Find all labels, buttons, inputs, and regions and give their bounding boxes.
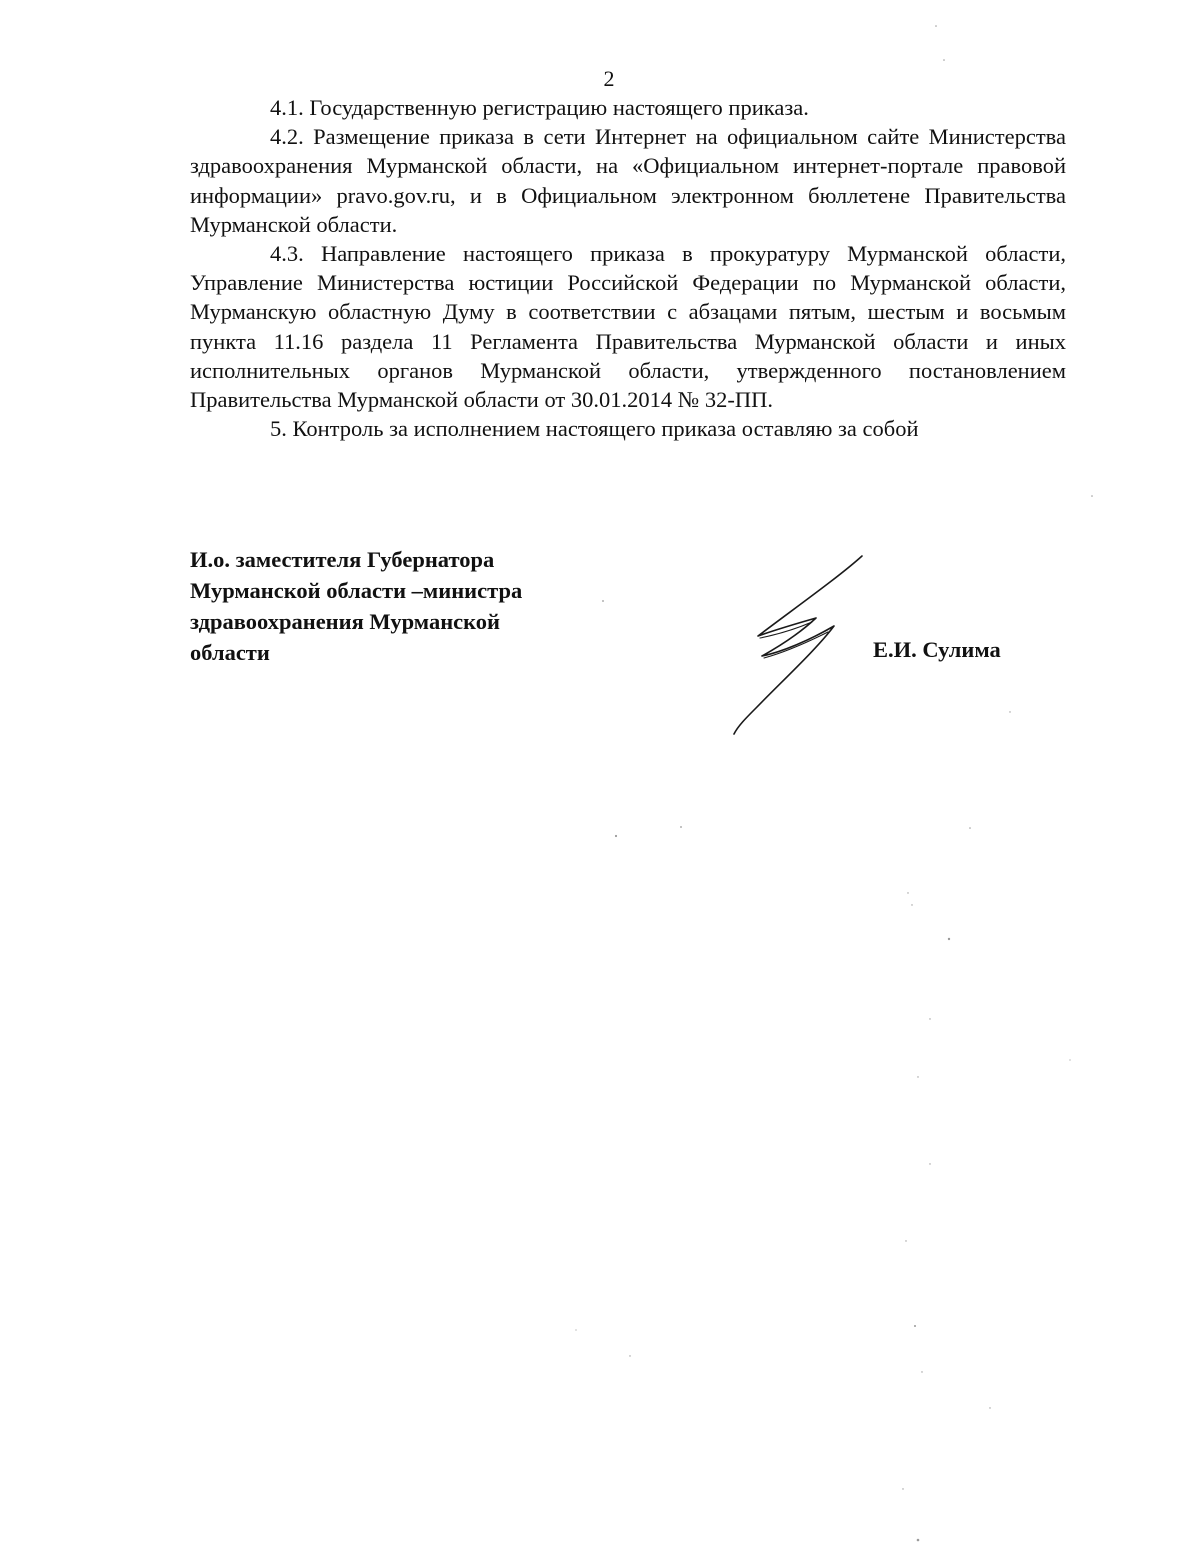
paragraph-4-3: 4.3. Направление настоящего приказа в прокуратуру Мурманской области, Управление Министерства юстиции Российской Федерации по Мурманской области, Мурманскую областную Думу в соответствии с абзацами пятым, шестым и восьмым пункта 11.16 раздела 11 Регламента Правительства Мурманской области и иных исполнительных органов Мурманской области, утвержденного постановлением Правительства Мурманской области от 30.01.2014 № 32-ПП. <box>190 241 1066 413</box>
signer-name: Е.И. Сулима <box>873 637 1001 662</box>
page-number: 2 <box>603 66 615 91</box>
signatory-position-line: Мурманской области –министра <box>190 578 523 603</box>
paragraph-5: 5. Контроль за исполнением настоящего приказа оставляю за собой <box>270 416 919 442</box>
paragraph-4-1: 4.1. Государственную регистрацию настоящего приказа. <box>270 95 809 120</box>
signatory-position-line: области <box>190 640 270 665</box>
signatory-position <box>190 544 630 668</box>
signatory-position-line: здравоохранения Мурманской <box>190 609 501 634</box>
handwritten-signature <box>720 548 880 738</box>
signatory-position-line: И.о. заместителя Губернатора <box>190 547 495 572</box>
paragraph-4-2: 4.2. Размещение приказа в сети Интернет на официальном сайте Министерства здравоохранения Мурманской области, на «Официальном интернет-портале правовой информации» pravo.gov.ru, и в Официальном электронном бюллетене Правительства Мурманской области. <box>190 124 1066 237</box>
document-body <box>190 93 1066 443</box>
